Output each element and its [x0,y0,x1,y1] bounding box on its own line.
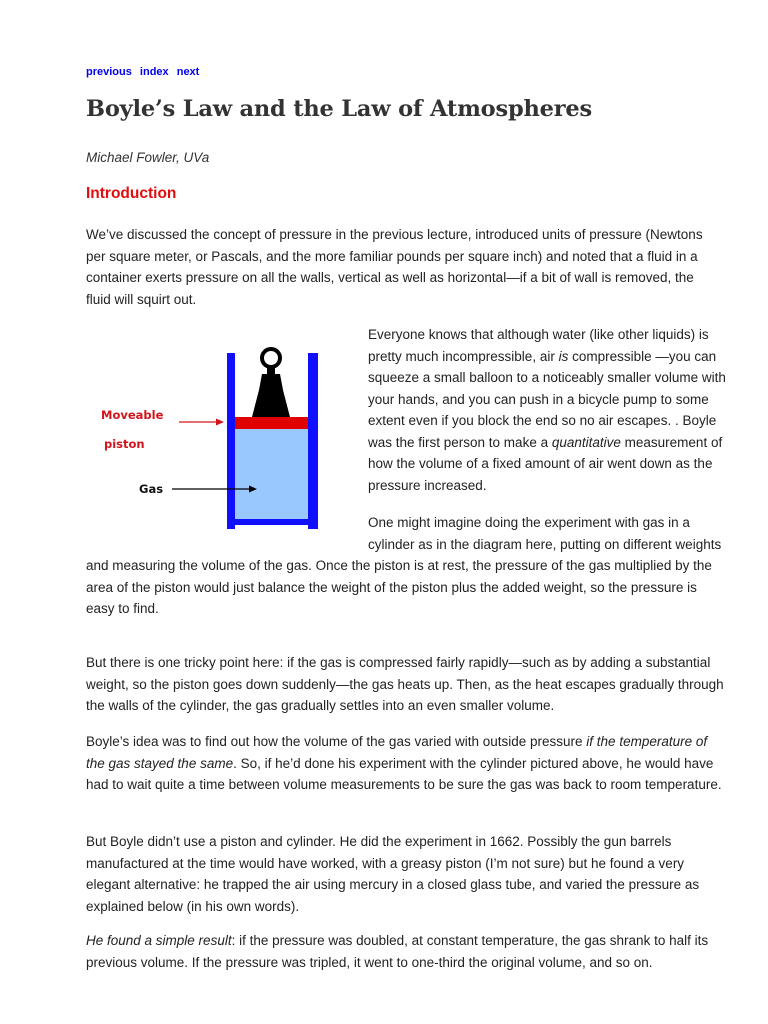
paragraph-2-part-c: compressible —you can squeeze a small balloon to a noticeably smaller volume with your hands, and you can push in a bicycle pump to some extent even if you block the end so no air escapes. . Boyle was the first person to make a [368,348,726,450]
next-link[interactable]: next [176,66,200,78]
paragraph-7 [86,930,726,973]
gas-region [235,427,308,523]
paragraph-2-emphasis-quantitative: quantitative [551,434,621,450]
cylinder-bottom [235,519,308,525]
section-heading-introduction: Introduction [86,185,177,202]
paragraph-5-part-a: Boyle’s idea was to find out how the volume of the gas varied with outside pressure [86,734,587,749]
paragraph-4: But there is one tricky point here: if the gas is compressed fairly rapidly—such as by adding a substantial weight, so the piston goes down suddenly—the gas heats up. Then, as the heat escapes gradually through the walls of the cylinder, the gas gradually settles into an even smaller volume. [86,655,724,713]
weight-neck [267,366,275,374]
weight-ring [262,349,280,367]
paragraph-6: But Boyle didn’t use a piston and cylinder. He did the experiment in 1662. Possibly the gun barrels manufactured at the time would have worked, with a greasy piston (I’m not sure) but he found a very elegant alternative: he trapped the air using mercury in a closed glass tube, and varied the pressure as explained below (in his own words). [86,834,700,914]
label-moveable: Moveable [101,408,164,422]
piston-cylinder-diagram [86,324,368,534]
weight [252,349,290,417]
cylinder-left-wall [227,353,235,529]
paragraph-7-part-b: : if the pressure was doubled, at constant temperature, the gas shrank to half its previous volume. If the pressure was tripled, it went to one-third the original volume, and so on. [86,933,709,970]
piston-arrow-head [216,419,224,426]
paragraph-2-part-e: measurement of how the volume of a fixed amount of air went down as the pressure increased. [368,434,723,493]
paragraph-5-part-c: . So, if he’d done his experiment with the cylinder pictured above, he would have had to wait quite a time between volume measurements to be sure the gas was back to room temperature. [86,755,722,792]
paragraph-2-part-a: Everyone knows that although water (like other liquids) is pretty much incompressible, air [368,327,709,364]
paragraph-2-emphasis-is: is [558,348,569,364]
piston [235,417,308,429]
paragraph-3: One might imagine doing the experiment with gas in a cylinder as in the diagram here, putting on different weights and measuring the volume of the gas. Once the piston is at rest, the pressure of the gas multiplied by the area of the piston would just balance the weight of the piston plus the added weight, so the pressure is easy to find. [86,515,722,616]
previous-link[interactable]: previous [86,66,132,78]
weight-body [252,374,290,417]
piston-diagram-svg [86,324,368,534]
figure-text-block [86,324,726,620]
label-piston: piston [104,437,145,451]
paragraph-5 [86,731,726,796]
paragraph-5-emphasis: if the temperature of the gas stayed the same [86,734,708,771]
page-title: Boyle’s Law and the Law of Atmospheres [86,96,592,122]
paragraph-1: We’ve discussed the concept of pressure in the previous lecture, introduced units of pressure (Newtons per square meter, or Pascals, and the more familiar pounds per square inch) and noted that a fluid in a container exerts pressure on all the walls, vertical as well as horizontal—if a bit of wall is removed, the fluid will squirt out. [86,227,703,307]
cylinder-right-wall [308,353,318,529]
author-line: Michael Fowler, UVa [86,150,210,165]
nav-links [86,66,199,78]
index-link[interactable]: index [139,66,169,78]
label-gas: Gas [139,482,164,496]
paragraph-7-emphasis: He found a simple result [86,933,232,948]
